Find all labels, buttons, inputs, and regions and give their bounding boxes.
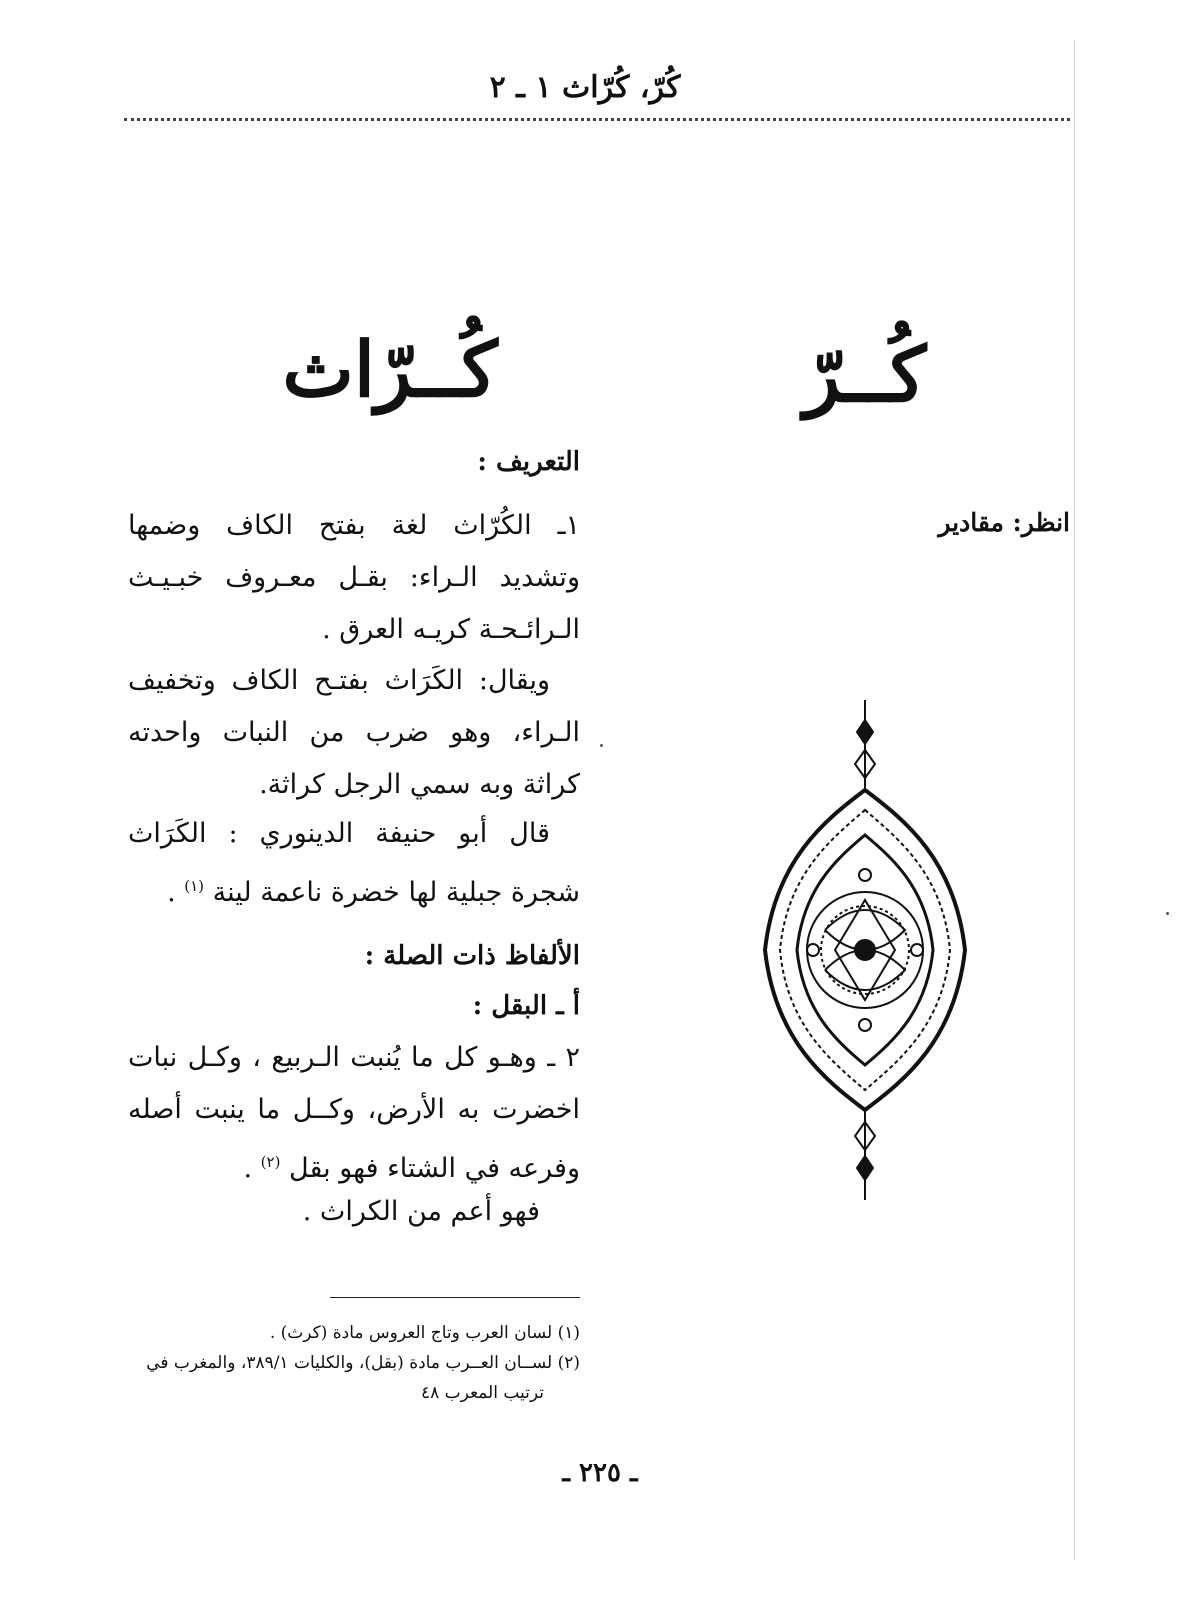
paragraph-2: ويقال: الكَرَاث بفتـح الكاف وتخفيف الـراء، وهو ضرب من النبات واحدته كراثة وبه سمي الرجل كراثة. — [128, 665, 580, 800]
scan-speck — [1166, 912, 1169, 915]
running-header: كُرّ، كُرّاث ١ ـ ٢ — [489, 70, 681, 105]
paragraph-4 — [128, 1032, 580, 1195]
paragraph-4-text: ٢ ـ وهـو كل ما يُنبت الـربيع ، وكـل نبات اخضرت به الأرض، وكــل ما ينبت أصله وفرعه في الشتاء فهو بقل — [128, 1042, 580, 1184]
margin-rule — [1074, 40, 1075, 1560]
paragraph-3 — [128, 808, 580, 919]
subsection-title-baql: أ ـ البقل : — [472, 991, 580, 1021]
section-title-related: الألفاظ ذات الصلة : — [364, 941, 580, 971]
headword-kurr: كُــرّ — [803, 330, 927, 419]
related-terms-section — [128, 938, 580, 974]
page-number: ـ ٢٢٥ ـ — [562, 1458, 638, 1488]
paragraph-1: ١ـ الكُرّاث لغة بفتح الكاف وضمها وتشديد الـراء: بقـل معـروف خبـيـث الـرائـحـة كريـه العرق . — [128, 510, 580, 645]
definition-section — [128, 444, 580, 480]
footnote-ref-1: (١) — [184, 877, 205, 895]
section-title-definition: التعريف : — [477, 447, 580, 477]
paragraph-3-end: . — [167, 877, 185, 908]
footnotes — [128, 1318, 580, 1408]
headword-kurrath: كُــرّاث — [282, 325, 498, 414]
footnote-divider — [330, 1297, 580, 1298]
paragraph-5: فهو أعم من الكراث . — [302, 1196, 540, 1227]
footnote-1: (١) لسان العرب وتاج العروس مادة (كرث) . — [269, 1323, 580, 1343]
paragraph-4-end: . — [243, 1153, 261, 1184]
footnote-ref-2: (٢) — [260, 1153, 281, 1171]
paragraph-3-text: قال أبو حنيفة الدينوري : الكَرَاث شجرة جبلية لها خضرة ناعمة لينة — [128, 818, 580, 908]
see-also-reference: انظر: مقادير — [938, 508, 1070, 537]
arabesque-ornament-icon — [755, 700, 975, 1200]
footnote-2-continuation: ترتيب المعرب ٤٨ — [420, 1383, 544, 1403]
subsection-a — [128, 988, 580, 1024]
scan-speck — [600, 744, 603, 747]
header-divider — [124, 118, 1070, 121]
footnote-2: (٢) لســان العــرب مادة (بقل)، والكليات ٣٨٩/١، والمغرب في — [146, 1353, 580, 1373]
